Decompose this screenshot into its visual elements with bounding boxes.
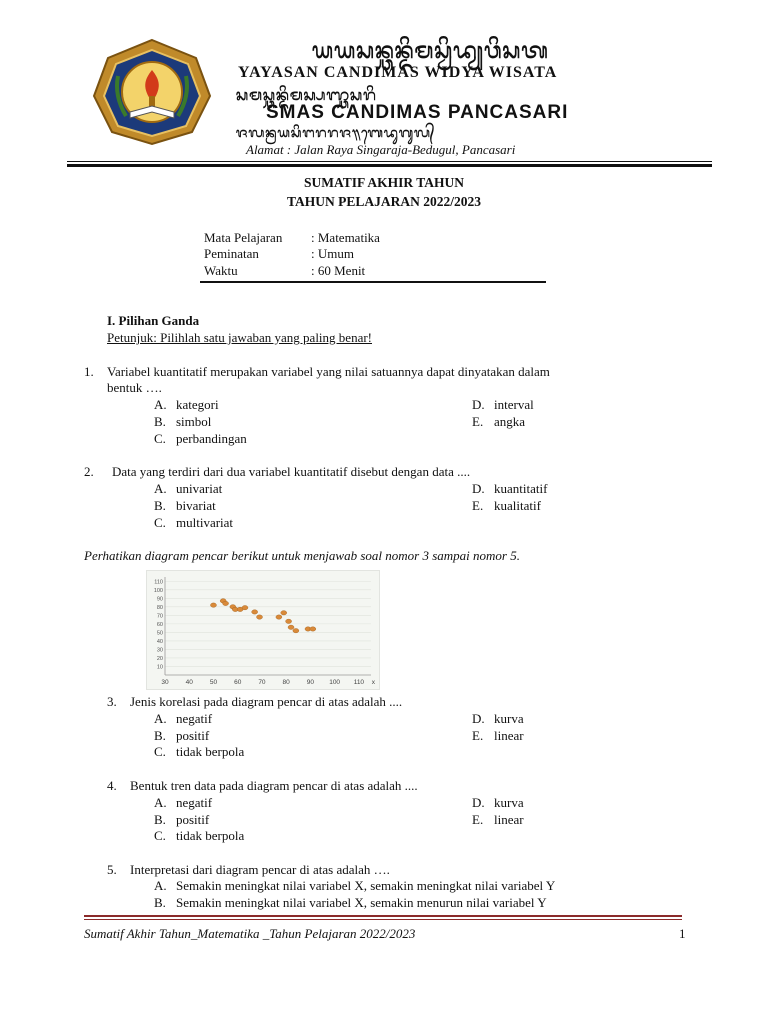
- x-tick-label: 90: [306, 679, 315, 686]
- option-text: kuantitatif: [494, 481, 548, 496]
- q1-option-e[interactable]: [472, 413, 525, 430]
- scatter-point: [210, 603, 216, 607]
- option-text: univariat: [176, 481, 223, 496]
- option-letter: D.: [472, 397, 485, 412]
- option-letter: A.: [154, 397, 167, 412]
- scatter-point: [288, 625, 294, 629]
- option-text: negatif: [176, 711, 213, 726]
- q3-option-e[interactable]: [472, 727, 524, 744]
- q3-option-b[interactable]: [154, 727, 209, 744]
- section-heading: I. Pilihan Ganda: [107, 313, 200, 328]
- info-value-time: : 60 Menit: [311, 263, 366, 278]
- y-tick-label: 80: [156, 604, 163, 611]
- footer-divider-thin: [84, 919, 682, 920]
- q5-option-b[interactable]: [154, 894, 547, 911]
- section-instruction: Petunjuk: Pilihlah satu jawaban yang paling benar!: [107, 330, 372, 345]
- option-letter: D.: [472, 795, 485, 810]
- q5-option-a[interactable]: [154, 877, 555, 894]
- q2-text: Data yang terdiri dari dua variabel kuantitatif disebut dengan data ....: [112, 464, 471, 479]
- header-divider: [67, 161, 712, 162]
- scatter-point: [257, 615, 263, 619]
- scatter-point: [252, 610, 258, 614]
- option-text: kategori: [176, 397, 219, 412]
- option-letter: E.: [472, 812, 484, 827]
- option-text: kurva: [494, 795, 524, 810]
- option-text: kualitatif: [494, 498, 541, 513]
- scatter-plot: [146, 570, 380, 690]
- option-letter: B.: [154, 812, 166, 827]
- x-tick-label: 110: [353, 679, 365, 686]
- info-label-specialization: Peminatan: [204, 246, 259, 261]
- exam-year: TAHUN PELAJARAN 2022/2023: [286, 194, 481, 209]
- q5-text: Interpretasi dari diagram pencar di atas adalah ….: [130, 862, 390, 877]
- scatter-point: [286, 619, 292, 623]
- option-letter: C.: [154, 431, 166, 446]
- x-tick-label: 30: [161, 679, 169, 686]
- foundation-name: YAYASAN CANDIMAS WIDYA WISATA: [238, 64, 558, 81]
- q4-option-d[interactable]: [472, 794, 524, 811]
- q1-text-line1: Variabel kuantitatif merupakan variabel yang nilai satuannya dapat dinyatakan dalam: [107, 364, 550, 379]
- scatter-point: [223, 601, 229, 605]
- balinese-line-2: ᬲᬫᬲ᭄ᬘᬦ᭄ᬤᬶᬫᬲ᭄ᬧᬜ᭄ᬘᬲᬭᬶ: [236, 86, 377, 104]
- scatter-point: [281, 611, 287, 615]
- q3-text: Jenis korelasi pada diagram pencar di atas adalah ....: [130, 694, 403, 709]
- q3-number: 3.: [107, 694, 117, 709]
- option-letter: C.: [154, 828, 166, 843]
- info-label-subject: Mata Pelajaran: [204, 230, 283, 245]
- scatter-svg: [147, 571, 379, 689]
- info-value-subject: : Matematika: [311, 230, 380, 245]
- q3-option-d[interactable]: [472, 710, 524, 727]
- q1-option-a[interactable]: [154, 396, 219, 413]
- q2-option-c[interactable]: [154, 514, 233, 531]
- info-divider: [200, 281, 546, 283]
- x-tick-label: 100: [329, 679, 341, 686]
- q3-option-a[interactable]: [154, 710, 212, 727]
- option-text: tidak berpola: [176, 744, 245, 759]
- option-text: Semakin meningkat nilai variabel X, semakin menurun nilai variabel Y: [176, 895, 547, 910]
- school-name: SMAS CANDIMAS PANCASARI: [266, 102, 569, 123]
- q2-number: 2.: [84, 464, 94, 479]
- y-tick-label: 110: [154, 579, 163, 586]
- option-text: positif: [176, 812, 210, 827]
- option-text: perbandingan: [176, 431, 247, 446]
- option-letter: B.: [154, 728, 166, 743]
- option-letter: A.: [154, 795, 167, 810]
- x-tick-label: 80: [282, 679, 290, 686]
- q1-option-b[interactable]: [154, 413, 211, 430]
- option-letter: B.: [154, 414, 166, 429]
- option-letter: A.: [154, 878, 167, 893]
- info-label-time: Waktu: [204, 263, 238, 278]
- option-letter: E.: [472, 728, 484, 743]
- option-text: simbol: [176, 414, 212, 429]
- school-logo: [92, 36, 212, 148]
- x-tick-label: 50: [209, 679, 218, 686]
- q4-number: 4.: [107, 778, 117, 793]
- y-tick-label: 100: [153, 587, 163, 594]
- y-tick-label: 10: [156, 664, 163, 671]
- footer-text: Sumatif Akhir Tahun_Matematika _Tahun Pelajaran 2022/2023: [84, 926, 416, 941]
- y-tick-label: 50: [156, 630, 163, 637]
- option-letter: B.: [154, 895, 166, 910]
- option-letter: E.: [472, 414, 484, 429]
- exam-title: SUMATIF AKHIR TAHUN: [303, 175, 465, 190]
- q2-option-e[interactable]: [472, 497, 541, 514]
- option-text: multivariat: [176, 515, 234, 530]
- school-address: Alamat : Jalan Raya Singaraja-Bedugul, Pancasari: [246, 142, 516, 157]
- q1-number: 1.: [84, 364, 94, 379]
- q4-text: Bentuk tren data pada diagram pencar di atas adalah ....: [130, 778, 418, 793]
- option-text: linear: [494, 812, 524, 827]
- footer-divider: [84, 915, 682, 917]
- scatter-intro: Perhatikan diagram pencar berikut untuk menjawab soal nomor 3 sampai nomor 5.: [84, 548, 520, 563]
- option-text: linear: [494, 728, 524, 743]
- option-text: interval: [494, 397, 534, 412]
- y-tick-label: 40: [156, 638, 163, 645]
- q2-option-b[interactable]: [154, 497, 216, 514]
- balinese-line-1: ᬬᬬᬲᬦ᭄ᬘᬦ᭄ᬤᬶᬫᬲ᭄ᬯᬶᬤ᭄ᬬᬯᬶᬲᬢ: [312, 38, 549, 64]
- option-letter: E.: [472, 498, 484, 513]
- q5-number: 5.: [107, 862, 117, 877]
- q4-option-c[interactable]: [154, 827, 244, 844]
- option-text: positif: [176, 728, 210, 743]
- option-letter: B.: [154, 498, 166, 513]
- option-letter: C.: [154, 515, 166, 530]
- q3-option-c[interactable]: [154, 743, 244, 760]
- q4-option-a[interactable]: [154, 794, 212, 811]
- y-tick-label: 30: [156, 647, 163, 654]
- y-tick-label: 60: [156, 621, 163, 628]
- q2-option-d[interactable]: [472, 480, 547, 497]
- x-tick-label: x: [371, 679, 376, 686]
- option-text: tidak berpola: [176, 828, 245, 843]
- q1-option-c[interactable]: [154, 430, 247, 447]
- option-text: negatif: [176, 795, 213, 810]
- y-tick-label: 90: [156, 596, 163, 603]
- option-text: Semakin meningkat nilai variabel X, semakin meningkat nilai variabel Y: [176, 878, 556, 893]
- q4-option-b[interactable]: [154, 811, 209, 828]
- q4-option-e[interactable]: [472, 811, 524, 828]
- option-letter: D.: [472, 711, 485, 726]
- y-tick-label: 70: [156, 613, 163, 620]
- scatter-point: [276, 615, 282, 619]
- option-letter: C.: [154, 744, 166, 759]
- y-tick-label: 20: [156, 655, 163, 662]
- scatter-point: [242, 605, 248, 609]
- q1-text-line2: bentuk ….: [107, 380, 162, 395]
- x-tick-label: 60: [234, 679, 242, 686]
- scatter-point: [293, 628, 299, 632]
- option-text: angka: [494, 414, 526, 429]
- info-value-specialization: : Umum: [311, 246, 354, 261]
- x-tick-label: 40: [185, 679, 193, 686]
- header-divider-thick: [67, 164, 712, 167]
- option-text: kurva: [494, 711, 524, 726]
- q2-option-a[interactable]: [154, 480, 222, 497]
- q1-option-d[interactable]: [472, 396, 534, 413]
- x-tick-label: 70: [258, 679, 266, 686]
- option-text: bivariat: [176, 498, 216, 513]
- page-number: 1: [679, 926, 686, 941]
- option-letter: D.: [472, 481, 485, 496]
- scatter-point: [310, 627, 316, 631]
- balinese-line-3: ᬚᬮᬦ᭄ᬭᬬᬲᬶᬗᬭᬭᬚ᭟ᬩᬾᬤᬸᬕᬸᬮ᭄: [236, 126, 436, 141]
- option-letter: A.: [154, 481, 167, 496]
- option-letter: A.: [154, 711, 167, 726]
